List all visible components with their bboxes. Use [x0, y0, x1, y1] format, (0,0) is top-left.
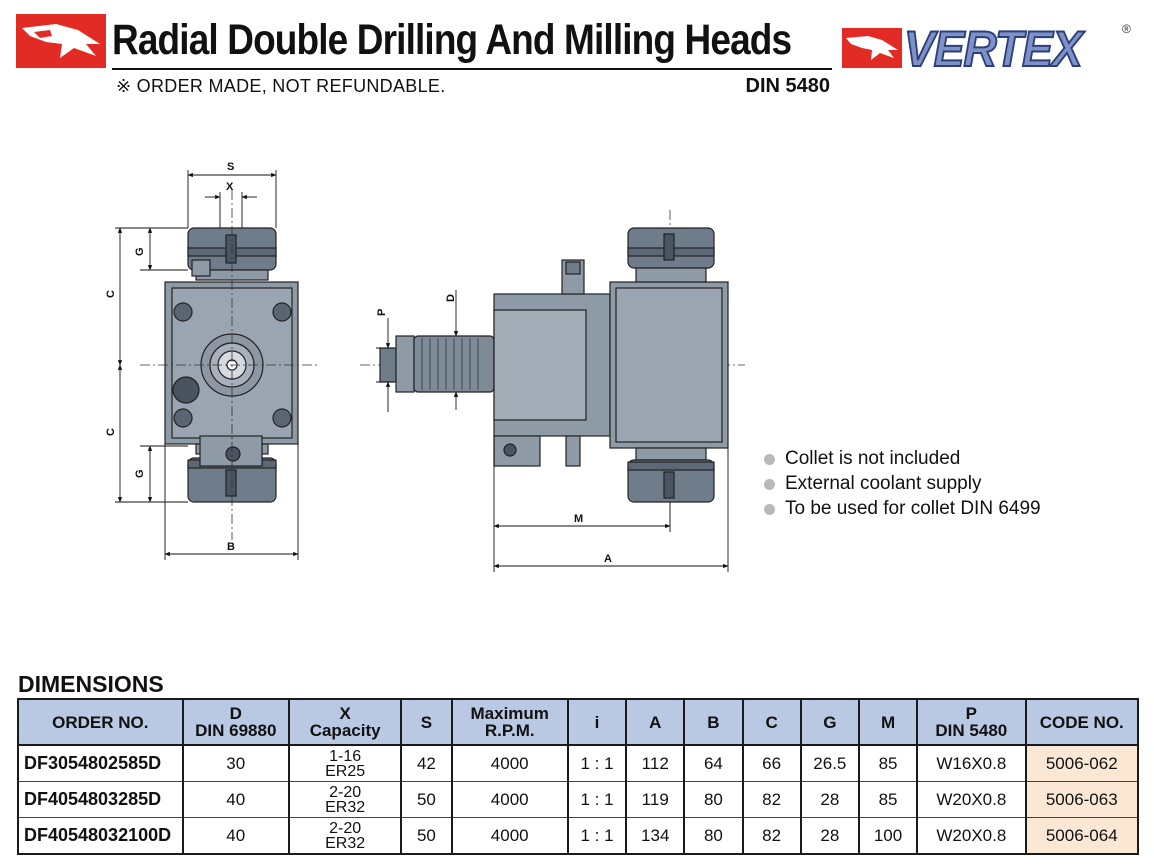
m-cell: 100 — [859, 818, 917, 855]
dim-label-b: B — [227, 541, 235, 553]
order-note: ※ ORDER MADE, NOT REFUNDABLE. — [116, 76, 446, 96]
header-s: S — [401, 699, 451, 745]
dim-label-s: S — [227, 161, 235, 173]
rpm-cell: 4000 — [452, 818, 568, 855]
note-item: To be used for collet DIN 6499 — [764, 496, 1041, 521]
page-title: Radial Double Drilling And Milling Heads — [112, 16, 792, 64]
i-cell: 1 : 1 — [568, 745, 626, 782]
vertex-brand — [842, 21, 1137, 77]
header-rpm: Maximum R.P.M. — [452, 699, 568, 745]
dimensions-title: DIMENSIONS — [18, 671, 164, 697]
dim-label-p: P — [376, 308, 388, 316]
rpm-cell: 4000 — [452, 782, 568, 818]
p-cell: W16X0.8 — [917, 745, 1025, 782]
b-cell: 80 — [684, 818, 742, 855]
brand-eagle-icon — [842, 28, 902, 68]
order-no-cell: DF40548032100D — [18, 818, 183, 855]
d-cell: 40 — [183, 782, 289, 818]
header-i: i — [568, 699, 626, 745]
order-no-cell: DF3054802585D — [18, 745, 183, 782]
p-cell: W20X0.8 — [917, 818, 1025, 855]
table-row — [18, 745, 1138, 782]
a-cell: 112 — [626, 745, 684, 782]
s-cell: 50 — [401, 818, 451, 855]
eagle-logo — [16, 14, 106, 68]
header-order-no: ORDER NO. — [18, 699, 183, 745]
header-x: X Capacity — [289, 699, 401, 745]
g-cell: 26.5 — [801, 745, 859, 782]
header-code-no: CODE NO. — [1026, 699, 1138, 745]
dim-label-g-top: G — [134, 247, 146, 256]
header-c: C — [743, 699, 801, 745]
standard-label: DIN 5480 — [745, 75, 830, 97]
d-cell: 30 — [183, 745, 289, 782]
c-cell: 82 — [743, 782, 801, 818]
dim-label-d: D — [445, 294, 457, 302]
a-cell: 134 — [626, 818, 684, 855]
table-row — [18, 818, 1138, 855]
s-cell: 42 — [401, 745, 451, 782]
capacity-cell: 1-16 ER25 — [289, 745, 401, 782]
dim-label-g-bottom: G — [134, 469, 146, 478]
s-cell: 50 — [401, 782, 451, 818]
a-cell: 119 — [626, 782, 684, 818]
dim-label-m: M — [574, 513, 584, 525]
rpm-cell: 4000 — [452, 745, 568, 782]
dimensions-table — [17, 698, 1139, 855]
capacity-cell: 2-20 ER32 — [289, 782, 401, 818]
g-cell: 28 — [801, 818, 859, 855]
g-cell: 28 — [801, 782, 859, 818]
header-d: D DIN 69880 — [183, 699, 289, 745]
note-item: External coolant supply — [764, 471, 1041, 496]
note-item: Collet is not included — [764, 446, 1041, 471]
i-cell: 1 : 1 — [568, 818, 626, 855]
feature-notes — [764, 446, 1041, 521]
i-cell: 1 : 1 — [568, 782, 626, 818]
technical-drawing — [0, 140, 760, 580]
code-no-cell: 5006-063 — [1026, 782, 1138, 818]
code-no-cell: 5006-062 — [1026, 745, 1138, 782]
c-cell: 66 — [743, 745, 801, 782]
registered-mark: ® — [1122, 22, 1131, 36]
dim-label-x: X — [226, 181, 234, 193]
c-cell: 82 — [743, 818, 801, 855]
table-row — [18, 782, 1138, 818]
capacity-cell: 2-20 ER32 — [289, 818, 401, 855]
brand-name: VERTEX — [904, 21, 1082, 77]
m-cell: 85 — [859, 745, 917, 782]
header-m: M — [859, 699, 917, 745]
p-cell: W20X0.8 — [917, 782, 1025, 818]
dim-label-c-bottom: C — [105, 428, 117, 436]
dim-label-a: A — [604, 553, 612, 565]
dim-label-c-top: C — [105, 290, 117, 298]
d-cell: 40 — [183, 818, 289, 855]
header-p: P DIN 5480 — [917, 699, 1025, 745]
code-no-cell: 5006-064 — [1026, 818, 1138, 855]
m-cell: 85 — [859, 782, 917, 818]
b-cell: 64 — [684, 745, 742, 782]
header-b: B — [684, 699, 742, 745]
header-a: A — [626, 699, 684, 745]
b-cell: 80 — [684, 782, 742, 818]
title-underline — [112, 68, 832, 70]
table-header-row — [18, 699, 1138, 745]
header-g: G — [801, 699, 859, 745]
order-no-cell: DF4054803285D — [18, 782, 183, 818]
